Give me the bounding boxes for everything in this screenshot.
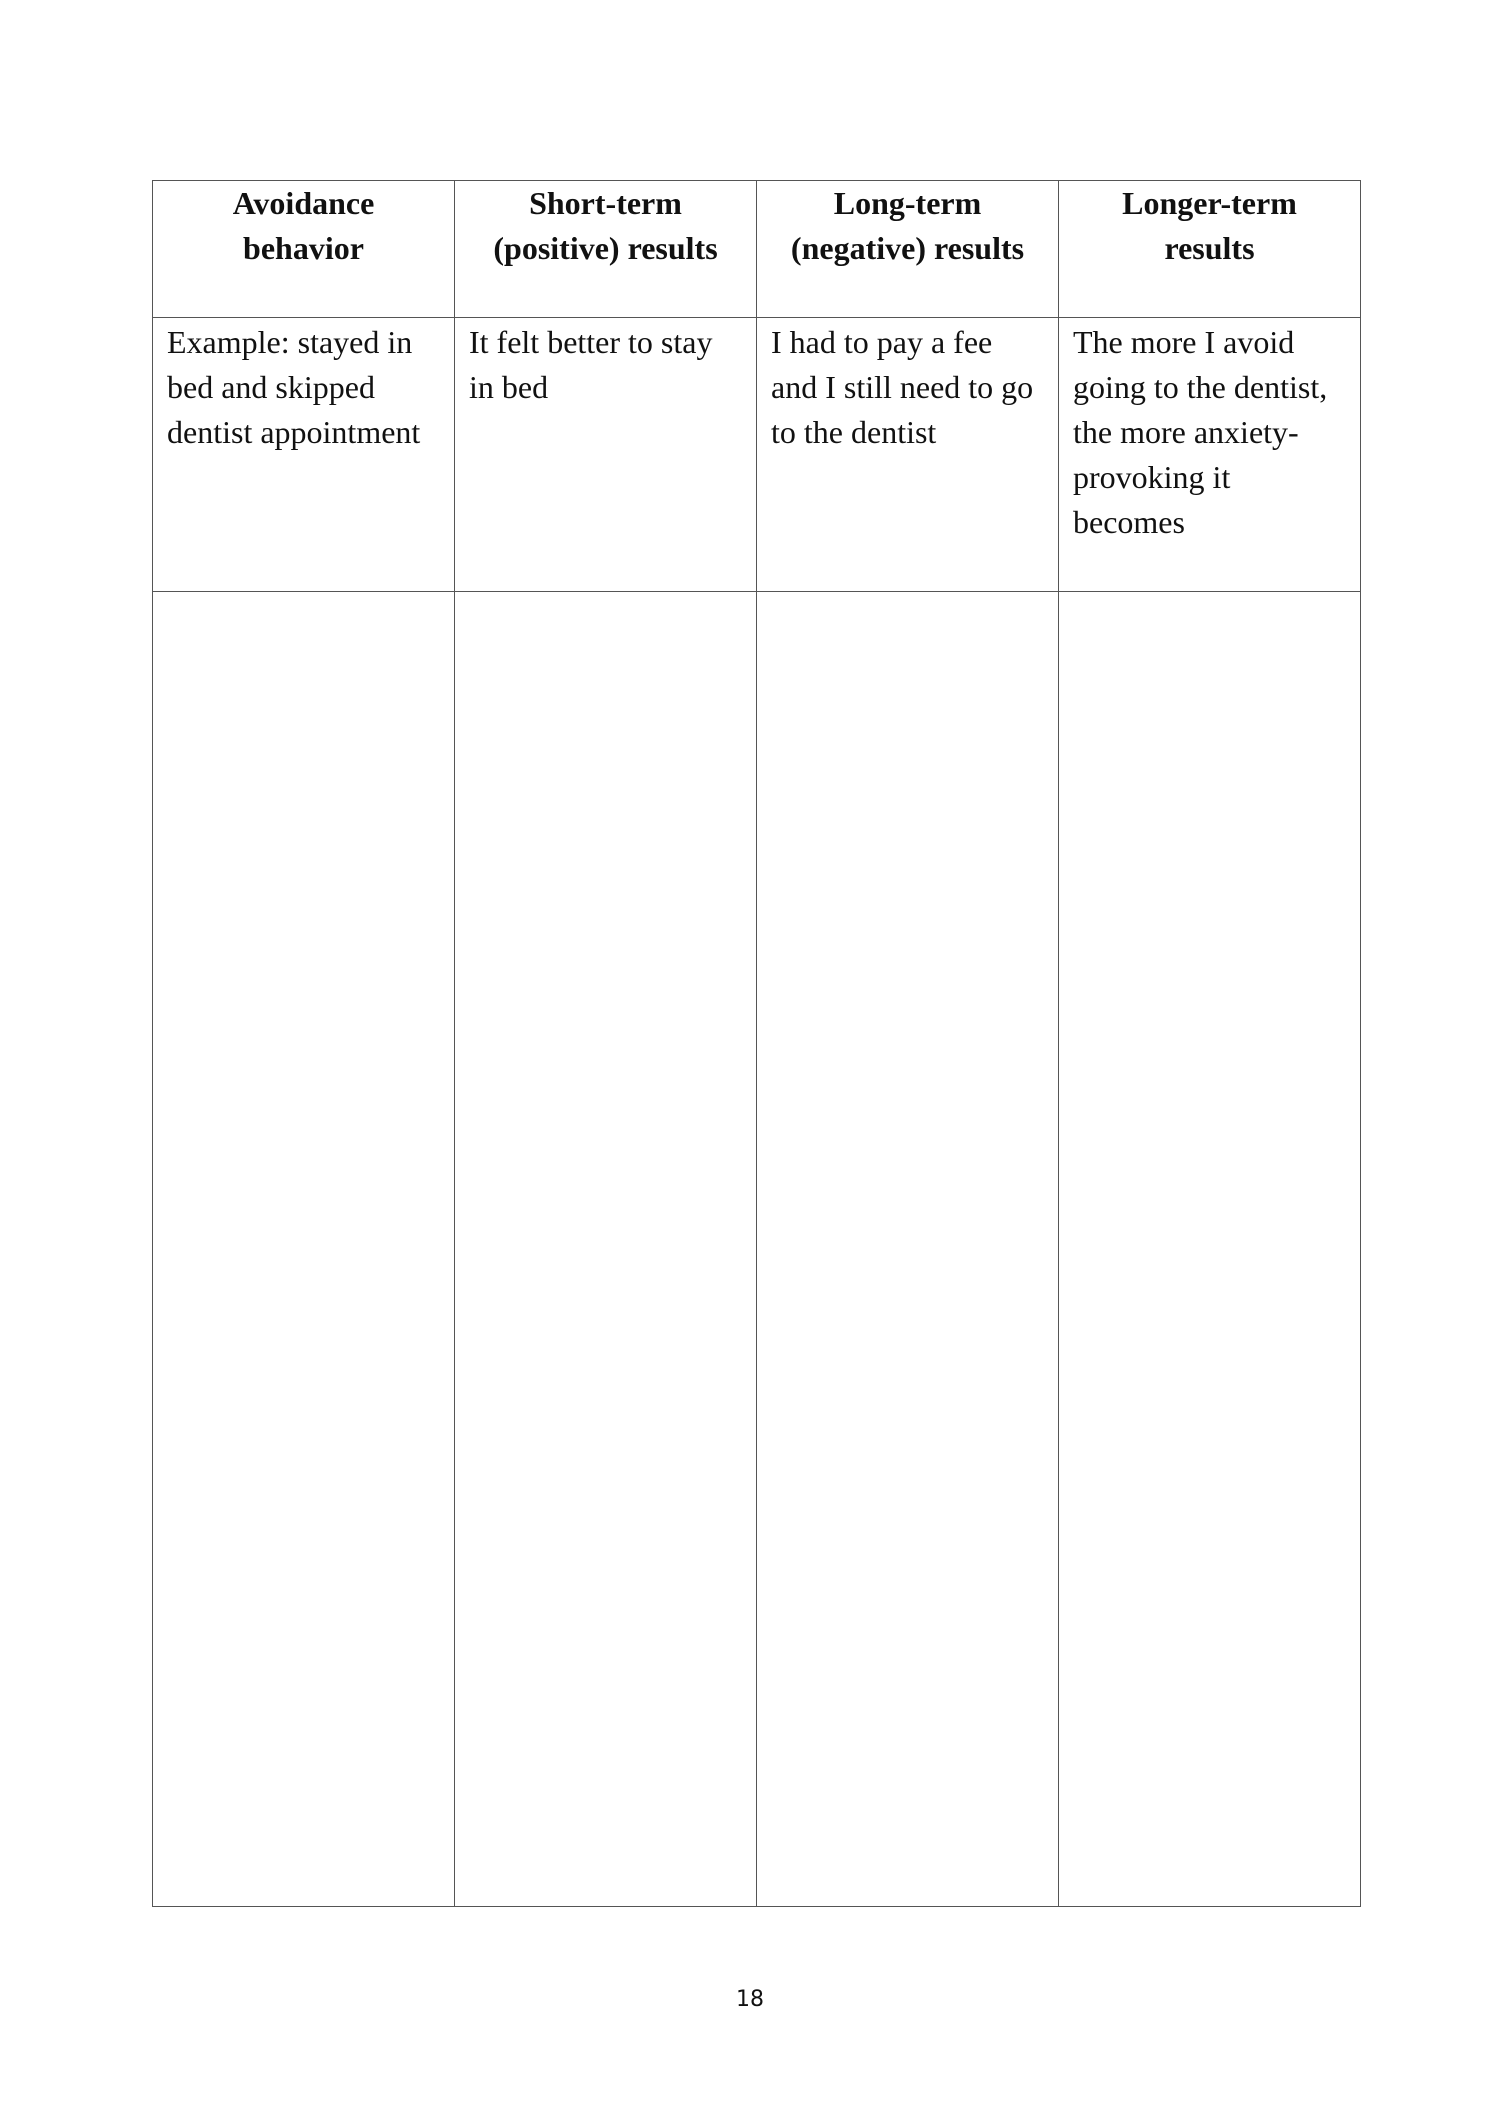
- example-longer-term-cell: The more I avoid going to the dentist, the more anxiety-provoking it becomes: [1059, 318, 1361, 592]
- header-short-term-results: Short-term (positive) results: [455, 181, 757, 318]
- example-short-term-cell: It felt better to stay in bed: [455, 318, 757, 592]
- header-avoidance-behavior: Avoidance behavior: [153, 181, 455, 318]
- avoidance-worksheet-table: [152, 180, 1361, 1907]
- table-header-row: [153, 181, 1361, 318]
- example-long-term-cell: I had to pay a fee and I still need to go to the dentist: [757, 318, 1059, 592]
- blank-long-term-cell[interactable]: [757, 592, 1059, 1907]
- blank-short-term-cell[interactable]: [455, 592, 757, 1907]
- table-row-blank: [153, 592, 1361, 1907]
- header-long-term-results: Long-term (negative) results: [757, 181, 1059, 318]
- example-avoidance-behavior-cell: Example: stayed in bed and skipped dentist appointment: [153, 318, 455, 592]
- blank-longer-term-cell[interactable]: [1059, 592, 1361, 1907]
- blank-avoidance-behavior-cell[interactable]: [153, 592, 455, 1907]
- header-longer-term-results: Longer-term results: [1059, 181, 1361, 318]
- table-row-example: [153, 318, 1361, 592]
- page-number: 18: [736, 1987, 764, 2012]
